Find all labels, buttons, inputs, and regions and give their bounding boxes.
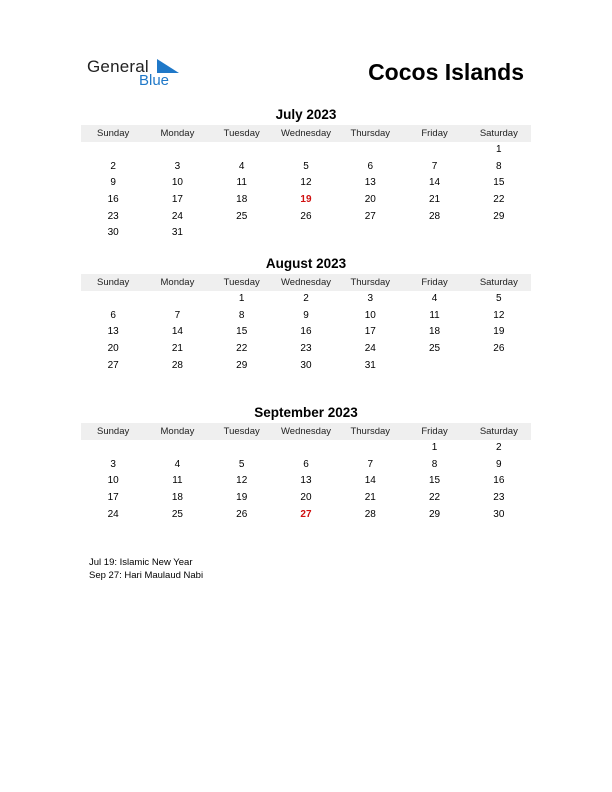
week-row (81, 341, 531, 358)
day-cell: 3 (110, 458, 116, 470)
day-cell: 13 (107, 326, 119, 338)
day-cell: 18 (171, 492, 183, 504)
day-cell: 28 (428, 210, 441, 222)
weekday-label: Saturday (479, 128, 518, 139)
weekday-label: Sunday (97, 277, 130, 288)
day-cell: 16 (107, 194, 119, 206)
month-september (81, 405, 531, 523)
day-cell: 31 (171, 227, 183, 239)
weekday-label: Saturday (479, 426, 518, 437)
day-cell (274, 142, 338, 159)
weekday-label: Friday (421, 128, 448, 139)
day-cell: 27 (300, 508, 312, 520)
day-cell: 1 (431, 442, 438, 453)
day-cell: 6 (303, 458, 309, 470)
weekday-label: Sunday (97, 128, 130, 139)
day-cell: 25 (428, 343, 441, 355)
brand-general-text: General (87, 57, 149, 76)
day-cell: 7 (174, 309, 181, 321)
brand-blue-text: Blue (139, 72, 170, 89)
month-title: July 2023 (275, 107, 337, 122)
day-cell: 22 (428, 492, 441, 504)
day-cell: 4 (174, 458, 181, 470)
day-cell: 7 (431, 160, 438, 172)
day-cell: 9 (110, 177, 116, 189)
day-cell (210, 440, 274, 457)
day-cell: 22 (493, 194, 505, 206)
holiday-note: Sep 27: Hari Maulaud Nabi (89, 570, 204, 581)
day-cell: 10 (364, 309, 376, 321)
day-cell: 29 (493, 210, 505, 222)
day-cell: 18 (236, 194, 248, 206)
country-title: Cocos Islands (368, 59, 524, 85)
week-row (81, 324, 531, 341)
day-cell: 21 (428, 194, 441, 206)
day-cell (145, 291, 209, 308)
day-cell: 3 (174, 160, 181, 172)
day-cell: 19 (300, 194, 312, 206)
day-cell: 26 (236, 508, 248, 520)
weekday-label: Wednesday (280, 128, 331, 139)
day-cell: 15 (493, 177, 505, 189)
week-row (81, 308, 531, 325)
day-cell: 2 (303, 293, 309, 304)
day-cell: 15 (428, 475, 441, 487)
day-cell: 11 (172, 475, 183, 487)
day-cell: 16 (300, 326, 312, 338)
week-row (81, 358, 531, 375)
day-cell: 26 (493, 343, 505, 355)
day-cell: 31 (364, 359, 376, 371)
day-cell: 14 (171, 326, 183, 338)
day-cell (467, 225, 531, 242)
week-row (81, 507, 531, 524)
day-cell: 1 (496, 144, 502, 155)
weekday-label: Thursday (350, 128, 391, 139)
day-cell: 17 (171, 194, 183, 206)
day-cell (274, 225, 338, 242)
month-title: August 2023 (265, 256, 347, 271)
weekday-label: Thursday (350, 277, 391, 288)
day-cell: 6 (367, 160, 374, 172)
day-cell: 19 (236, 492, 248, 504)
day-cell: 22 (236, 343, 248, 355)
weekday-label: Tuesday (223, 128, 260, 139)
weekday-label: Tuesday (223, 277, 260, 288)
day-cell: 14 (364, 475, 376, 487)
weekday-label: Saturday (479, 277, 518, 288)
day-cell: 1 (238, 293, 245, 304)
day-cell: 13 (364, 177, 376, 189)
day-cell: 17 (364, 326, 376, 338)
weekday-label: Thursday (350, 426, 391, 437)
day-cell: 24 (107, 508, 119, 520)
day-cell: 16 (493, 475, 505, 487)
day-cell: 27 (107, 359, 119, 371)
weekday-label: Friday (421, 277, 448, 288)
day-cell: 4 (238, 160, 245, 172)
day-cell: 26 (300, 210, 312, 222)
day-cell: 13 (300, 475, 312, 487)
day-cell: 23 (300, 343, 312, 355)
weekday-label: Monday (160, 277, 195, 288)
day-cell: 10 (171, 177, 183, 189)
weekday-header (81, 125, 531, 142)
holiday-notes (89, 556, 203, 582)
day-cell: 17 (107, 492, 119, 504)
day-cell: 25 (171, 508, 183, 520)
day-cell: 20 (300, 492, 312, 504)
week-row (81, 209, 531, 226)
day-cell: 30 (493, 508, 505, 520)
weekday-label: Monday (160, 128, 195, 139)
week-row (81, 490, 531, 507)
day-cell (338, 225, 402, 242)
day-cell: 12 (493, 309, 505, 321)
weekday-header (81, 274, 531, 291)
weekday-label: Friday (421, 426, 448, 437)
day-cell: 30 (300, 359, 312, 371)
day-cell: 2 (110, 160, 116, 172)
day-cell (81, 291, 145, 308)
day-cell: 29 (236, 359, 248, 371)
weekday-header (81, 423, 531, 440)
day-cell: 11 (236, 177, 247, 189)
day-cell: 21 (171, 343, 183, 355)
day-cell: 24 (171, 210, 183, 222)
day-cell (338, 142, 402, 159)
day-cell: 20 (107, 343, 119, 355)
day-cell: 8 (431, 458, 438, 470)
day-cell: 5 (496, 293, 502, 304)
day-cell: 5 (303, 160, 309, 172)
day-cell: 12 (300, 177, 312, 189)
week-row (81, 225, 531, 242)
day-cell: 19 (493, 326, 505, 338)
week-row (81, 457, 531, 474)
day-cell: 9 (303, 309, 309, 321)
day-cell: 20 (364, 194, 376, 206)
day-cell: 7 (367, 458, 374, 470)
day-cell: 25 (236, 210, 248, 222)
month-title: September 2023 (254, 405, 358, 420)
week-row (81, 291, 531, 308)
holiday-note: Jul 19: Islamic New Year (89, 557, 193, 568)
day-cell: 9 (496, 458, 502, 470)
day-cell (402, 225, 466, 242)
day-cell: 28 (171, 359, 183, 371)
week-row (81, 440, 531, 457)
day-cell (338, 440, 402, 457)
week-row (81, 142, 531, 159)
day-cell: 28 (364, 508, 376, 520)
day-cell: 23 (107, 210, 119, 222)
weekday-label: Sunday (97, 426, 130, 437)
day-cell: 30 (107, 227, 119, 239)
day-cell: 6 (110, 309, 116, 321)
week-row (81, 175, 531, 192)
day-cell: 3 (367, 293, 374, 304)
day-cell (402, 358, 466, 375)
day-cell (210, 225, 274, 242)
week-row (81, 159, 531, 176)
week-row (81, 473, 531, 490)
day-cell: 18 (428, 326, 441, 338)
day-cell: 29 (428, 508, 441, 520)
day-cell (81, 142, 145, 159)
day-cell: 2 (496, 442, 502, 453)
day-cell: 21 (364, 492, 376, 504)
day-cell: 23 (493, 492, 505, 504)
day-cell (274, 440, 338, 457)
day-cell: 11 (429, 309, 440, 321)
day-cell: 8 (238, 309, 245, 321)
day-cell (467, 358, 531, 375)
day-cell: 5 (238, 458, 245, 470)
day-cell: 8 (496, 160, 502, 172)
day-cell: 12 (236, 475, 248, 487)
weekday-label: Tuesday (223, 426, 260, 437)
month-august (81, 256, 531, 374)
day-cell: 14 (428, 177, 441, 189)
day-cell: 15 (236, 326, 248, 338)
weekday-label: Wednesday (280, 426, 331, 437)
day-cell (145, 440, 209, 457)
weekday-label: Monday (160, 426, 195, 437)
brand-logo (87, 57, 187, 91)
day-cell: 24 (364, 343, 376, 355)
day-cell (210, 142, 274, 159)
day-cell (145, 142, 209, 159)
weekday-label: Wednesday (280, 277, 331, 288)
day-cell (402, 142, 466, 159)
day-cell: 4 (431, 293, 438, 304)
day-cell: 10 (107, 475, 119, 487)
day-cell (81, 440, 145, 457)
week-row (81, 192, 531, 209)
day-cell: 27 (364, 210, 376, 222)
month-july (81, 107, 531, 242)
